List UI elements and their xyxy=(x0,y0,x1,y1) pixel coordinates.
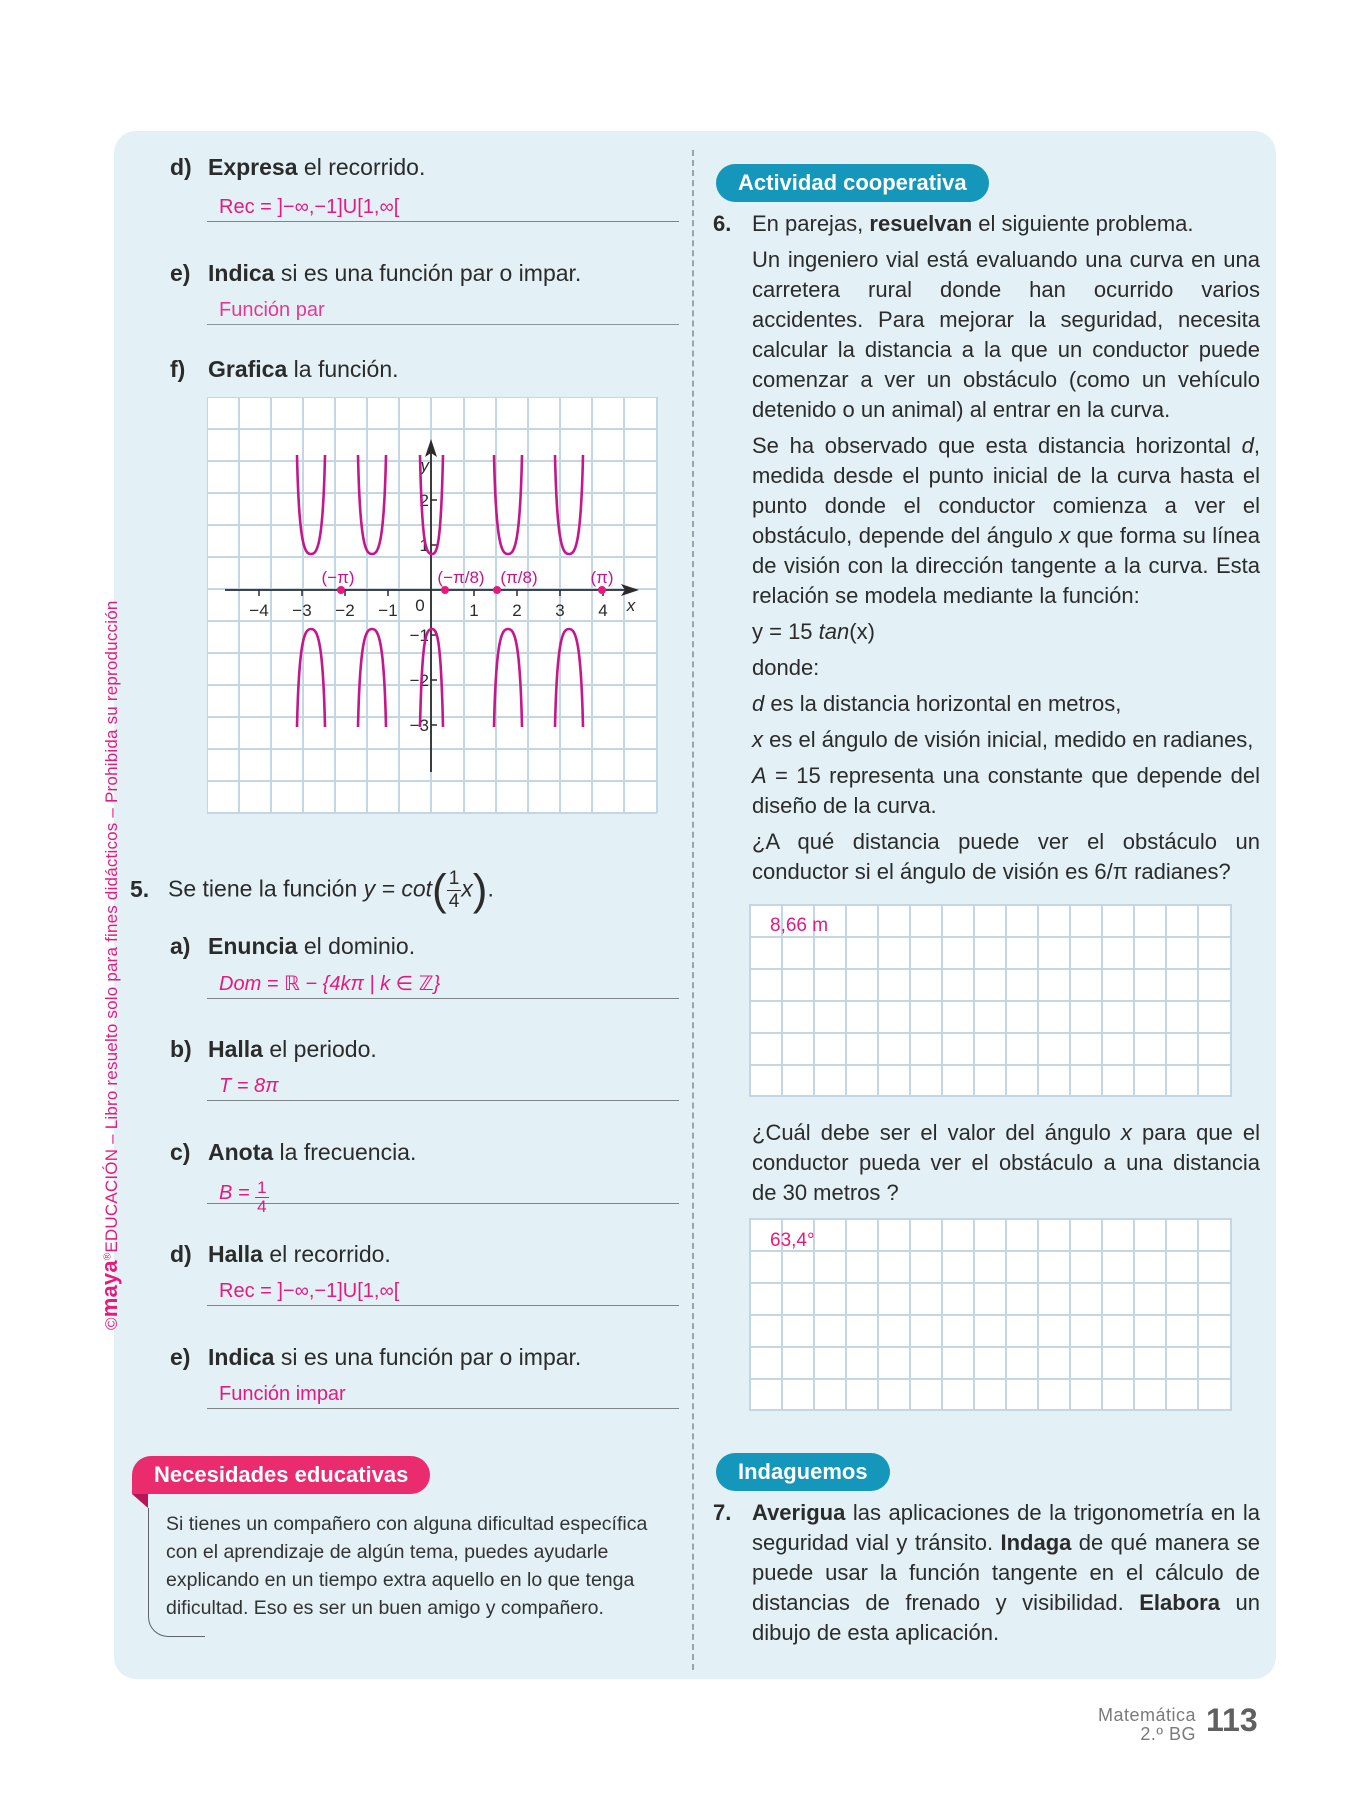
svg-text:(π/8): (π/8) xyxy=(500,568,538,587)
question-7-number: 7. xyxy=(713,1500,732,1525)
answer-grid-2[interactable] xyxy=(749,1218,1232,1411)
problem-paragraph-1: Un ingeniero vial está evaluando una curva en una carretera rural donde han ocurrido varios accidentes. Para mejorar la seguridad, necesita calcular la distancia a la que un conductor puede comenzar a ver un obstáculo (como un vehículo detenido o un animal) al entrar en la curva. xyxy=(752,247,1260,422)
svg-text:y: y xyxy=(420,456,429,475)
svg-text:−4: −4 xyxy=(249,601,269,620)
svg-text:0: 0 xyxy=(415,596,425,615)
question-5b: b) Halla el periodo. xyxy=(170,1036,377,1062)
svg-text:−3: −3 xyxy=(409,716,429,735)
svg-text:(−π): (−π) xyxy=(321,568,355,587)
problem-paragraph-2: Se ha observado que esta distancia horizontal d, medida desde el punto inicial de la curva hasta el punto donde el conductor comienza a ver el obstáculo, depende del ángulo x que forma su línea de visión con la dirección tangente a la curva. Esta relación se modela mediante la función: xyxy=(752,433,1260,608)
question-6-number: 6. xyxy=(713,211,732,236)
notice-text: EDUCACIÓN – Libro resuelto solo para fines didácticos – Prohibida su reproducción xyxy=(102,600,121,1253)
svg-text:1: 1 xyxy=(419,536,429,555)
column-divider xyxy=(692,150,694,1670)
svg-text:4: 4 xyxy=(598,601,608,620)
svg-text:x: x xyxy=(626,596,636,615)
copyright-symbol: © xyxy=(102,1317,121,1330)
svg-text:3: 3 xyxy=(555,601,565,620)
answer-6-part-1: 8,66 m xyxy=(770,915,829,936)
svg-text:(π): (π) xyxy=(590,568,614,587)
question-5c: c) Anota la frecuencia. xyxy=(170,1139,417,1165)
answer-5e-field[interactable]: Función impar xyxy=(207,1380,679,1409)
registered-symbol: ® xyxy=(102,1252,114,1261)
question-4f: f) Grafica la función. xyxy=(170,356,399,382)
indaguemos-badge: Indaguemos xyxy=(716,1453,890,1491)
svg-text:1: 1 xyxy=(469,601,479,620)
svg-text:−1: −1 xyxy=(378,601,398,620)
question-6-part-2: ¿Cuál debe ser el valor del ángulo x para que el conductor pueda ver el obstáculo a una distancia de 30 metros ? xyxy=(752,1120,1260,1205)
footer-subject: Matemática 2.º BG xyxy=(1097,1705,1196,1744)
svg-text:−3: −3 xyxy=(292,601,312,620)
svg-text:−2: −2 xyxy=(409,671,429,690)
svg-text:(−π/8): (−π/8) xyxy=(437,568,485,587)
answer-6-part-2: 63,4° xyxy=(770,1230,815,1251)
question-6-body: En parejas, resuelvan el siguiente problema. Un ingeniero vial está evaluando una curva en una carretera rural donde han ocurrido varios accidentes. Para mejorar la seguridad, necesita calcular la distancia a la que un conductor puede comenzar a ver un obstáculo (como un vehículo detenido o un animal) al entrar en la curva. Se ha observado que esta distancia horizontal d, medida desde el punto inicial de la curva hasta el punto donde el conductor comienza a ver el obstáculo, depende del ángulo x que forma su línea de visión con la dirección tangente a la curva. Esta relación se modela mediante la función: y = 15 tan(x) donde: d es la distancia horizontal en metros, x es el ángulo de visión inicial, medido en radianes, A = 15 representa una constante que depende del diseño de la curva. ¿A qué distancia puede ver el obstáculo un conductor si el ángulo de visión es 6/π radianes? xyxy=(752,209,1260,893)
question-4d: d) Expresa el recorrido. xyxy=(170,154,426,180)
answer-5c-field[interactable]: B = $\frac{1}{4}$ xyxy=(207,1175,679,1204)
answer-4e-field[interactable]: Función par xyxy=(207,296,679,325)
brand-logo: maya xyxy=(97,1260,122,1318)
fraction: $\frac{1}{4}$ xyxy=(448,868,460,912)
question-5: 5. Se tiene la función y = cot( $\frac{1}{4}x$). xyxy=(130,865,494,915)
question-5d: d) Halla el recorrido. xyxy=(170,1241,391,1267)
fraction: $\frac{1}{4}$ xyxy=(257,1178,267,1216)
answer-5d-field[interactable]: Rec = ]−∞,−1]U[1,∞[ xyxy=(207,1277,679,1306)
answer-4d-field[interactable]: Rec = ]−∞,−1]U[1,∞[ xyxy=(207,193,679,222)
cosecant-graph xyxy=(207,397,659,817)
svg-text:2: 2 xyxy=(512,601,522,620)
necesidades-educativas-text: Si tienes un compañero con alguna dificultad específica con el aprendizaje de algún tema, puedes ayudarle explicando en un tiempo extra aquello en lo que tenga dificultad. Eso es ser un buen amigo y compañero. xyxy=(166,1513,648,1619)
copyright-notice xyxy=(97,600,123,1330)
question-5a: a) Enuncia el dominio. xyxy=(170,933,416,959)
question-6-part-1: ¿A qué distancia puede ver el obstáculo un conductor si el ángulo de visión es 6/π radianes? xyxy=(752,829,1260,884)
page-number: 113 xyxy=(1206,1702,1258,1738)
svg-text:−1: −1 xyxy=(409,626,429,645)
question-7-body: Averigua las aplicaciones de la trigonometría en la seguridad vial y tránsito. Indaga de qué manera se puede usar la función tangente en el cálculo de distancias de frenado y visibilidad. Elabora un dibujo de esta aplicación. xyxy=(752,1500,1260,1645)
svg-text:−2: −2 xyxy=(335,601,355,620)
answer-5a-field[interactable]: Dom = ℝ − {4kπ | k ∈ ℤ} xyxy=(207,970,679,999)
actividad-cooperativa-badge: Actividad cooperativa xyxy=(716,164,989,202)
svg-text:2: 2 xyxy=(419,491,429,510)
badge-notch xyxy=(132,1494,148,1508)
question-4e: e) Indica si es una función par o impar. xyxy=(170,260,582,286)
question-5e: e) Indica si es una función par o impar. xyxy=(170,1344,582,1370)
necesidades-educativas-badge: Necesidades educativas xyxy=(132,1456,430,1494)
formula: y = 15 tan(x) xyxy=(752,619,875,644)
answer-5b-field[interactable]: T = 8π xyxy=(207,1072,679,1101)
